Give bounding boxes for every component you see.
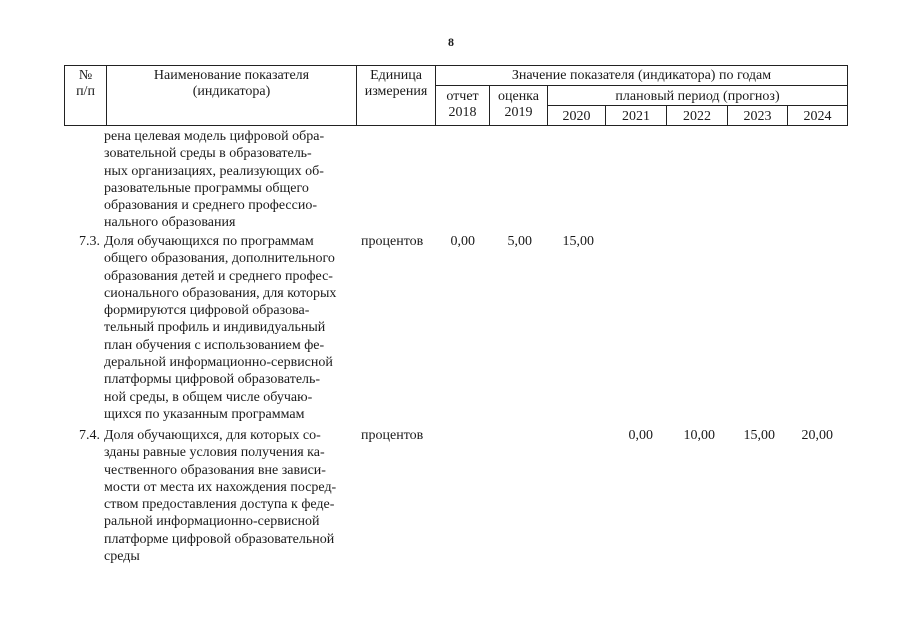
indicator-name: Доля обучающихся по программам общего образования, дополнительного образования детей и среднего профес- сионального образования, для которых формируются цифровой образова- тельный профиль и индивидуальный план обучения с использованием фе- деральной информационно-сервисной платформы цифровой образователь- ной среды, в общем числе обучаю- щихся по указанным программам — [104, 234, 337, 422]
header-planned: плановый период (прогноз) — [548, 86, 848, 106]
value-2019: 5,00 — [507, 234, 532, 249]
value-2022: 10,00 — [683, 428, 715, 443]
value-2021: 0,00 — [628, 428, 653, 443]
header-year-2023: 2023 — [728, 106, 788, 126]
value-2018: 0,00 — [450, 234, 475, 249]
table-row — [64, 427, 847, 567]
indicator-name: Доля обучающихся, для которых со- зданы равные условия получения ка- чественного образования вне зависи- мости от места их нахождения посред- ством предоставления доступа к феде- ральной информационно-сервисной платформе цифровой образовательной среды — [104, 428, 337, 565]
table-body — [64, 128, 847, 564]
unit-cell: процентов — [361, 428, 424, 443]
header-report: отчет 2018 — [436, 86, 490, 126]
indicator-name: рена целевая модель цифровой обра- зовательной среды в образователь- ных организациях, реализующих об- разовательные программы общего образования и среднего профессио- нального образования — [104, 129, 325, 231]
header-name: Наименование показателя (индикатора) — [107, 66, 357, 126]
row-number: 7.3. — [79, 234, 100, 249]
header-estimate: оценка 2019 — [490, 86, 548, 126]
value-2023: 15,00 — [743, 428, 775, 443]
value-2020: 15,00 — [562, 234, 594, 249]
page-number: 8 — [448, 35, 454, 49]
header-values: Значение показателя (индикатора) по годам — [436, 66, 848, 86]
table-header — [64, 65, 848, 126]
header-year-2021: 2021 — [606, 106, 667, 126]
header-year-2022: 2022 — [667, 106, 728, 126]
header-unit: Единица измерения — [357, 66, 436, 126]
table-row — [64, 128, 847, 232]
row-number: 7.4. — [79, 428, 100, 443]
header-num: № п/п — [65, 66, 107, 126]
unit-cell: процентов — [361, 234, 424, 249]
table-row — [64, 233, 847, 425]
value-2024: 20,00 — [801, 428, 833, 443]
header-year-2020: 2020 — [548, 106, 606, 126]
header-year-2024: 2024 — [788, 106, 848, 126]
